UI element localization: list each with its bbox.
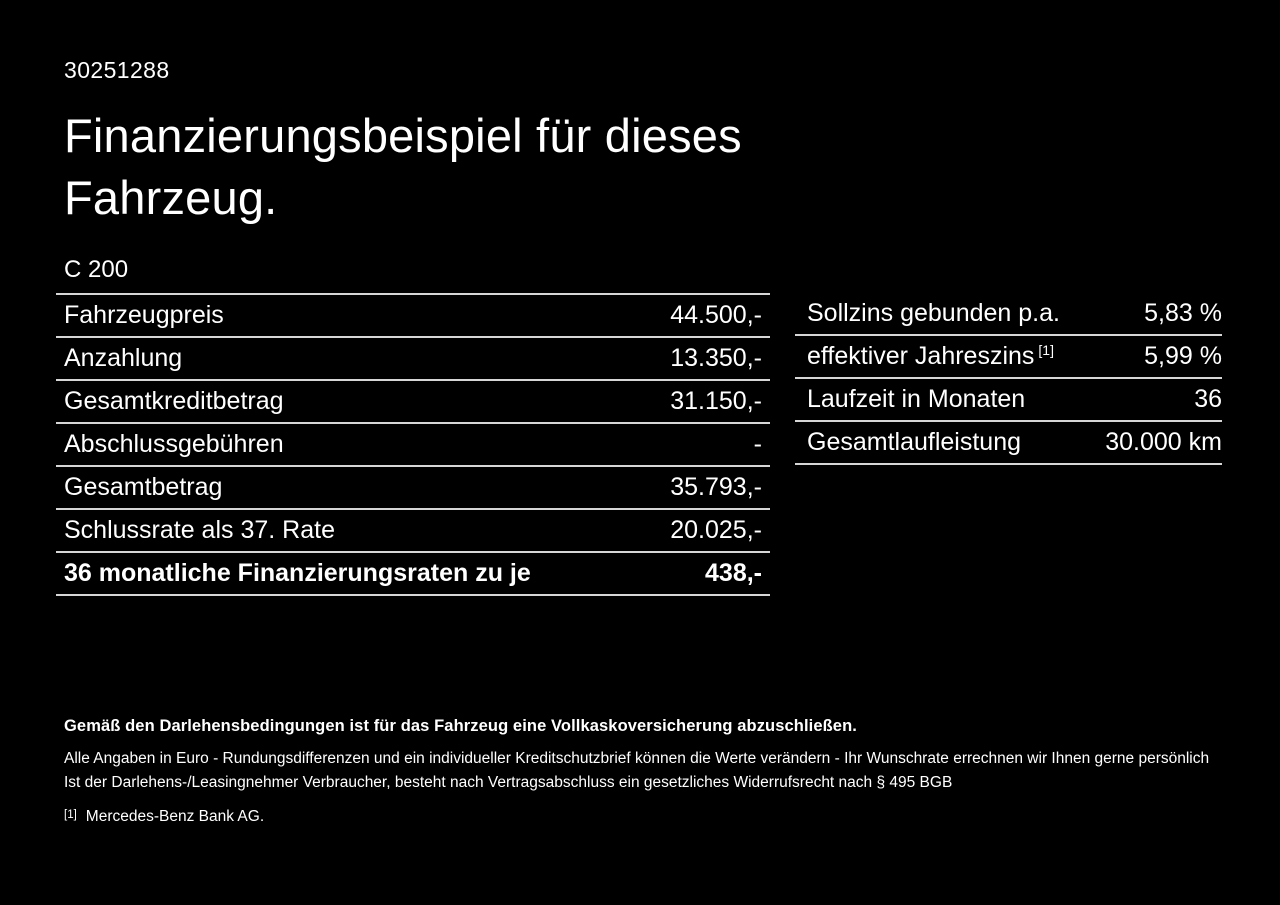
row-label: Anzahlung [64, 344, 183, 372]
row-value: 30.000 km [1105, 428, 1222, 456]
row-label: Schlussrate als 37. Rate [64, 516, 335, 544]
row-label: Fahrzeugpreis [64, 301, 224, 329]
row-value: 44.500,- [670, 301, 762, 329]
row-value: 36 [1194, 385, 1222, 413]
table-row [795, 336, 1222, 379]
row-label: Sollzins gebunden p.a. [807, 299, 1060, 327]
row-value: - [753, 430, 762, 458]
page-title: Finanzierungsbeispiel für dieses Fahrzeug. [64, 109, 742, 224]
row-value: 13.350,- [670, 344, 762, 372]
row-value: 31.150,- [670, 387, 762, 415]
row-label: Laufzeit in Monaten [807, 385, 1026, 413]
row-value: 438,- [705, 559, 762, 587]
table-row-monthly-rate [56, 551, 770, 594]
insurance-requirement-note: Gemäß den Darlehensbedingungen ist für das Fahrzeug eine Vollkaskoversicherung abzuschließen. [64, 717, 857, 735]
table-row [56, 508, 770, 551]
row-label: 36 monatliche Finanzierungsraten zu je [64, 559, 531, 587]
table-row [56, 422, 770, 465]
row-label: Abschlussgebühren [64, 430, 284, 458]
finance-example-page [0, 57, 1280, 905]
finance-conditions-table [795, 293, 1222, 465]
row-value: 5,99 % [1144, 342, 1222, 370]
finance-tables [56, 293, 1280, 596]
table-row [56, 293, 770, 336]
table-row [56, 379, 770, 422]
table-row [56, 336, 770, 379]
footnote-text: Mercedes-Benz Bank AG. [85, 808, 265, 825]
row-value: 20.025,- [670, 516, 762, 544]
row-value: 5,83 % [1144, 299, 1222, 327]
footnote-marker: [1] [64, 809, 77, 821]
offer-id: 30251288 [64, 57, 170, 83]
row-label: Gesamtkreditbetrag [64, 387, 284, 415]
row-label: Gesamtlaufleistung [807, 428, 1022, 456]
table-row [795, 422, 1222, 465]
disclaimer-line-2: Ist der Darlehens-/Leasingnehmer Verbraucher, besteht nach Vertragsabschluss ein gesetzliches Widerrufsrecht nach § 495 BGB [64, 773, 953, 791]
finance-amounts-table [56, 293, 770, 596]
footnote-marker: [1] [1038, 342, 1054, 358]
table-row [56, 465, 770, 508]
vehicle-model-label: C 200 [64, 256, 129, 283]
footnote-bank [64, 808, 1280, 826]
row-value: 35.793,- [670, 473, 762, 501]
table-row [795, 293, 1222, 336]
row-label: effektiver Jahreszins [1] [807, 342, 1054, 370]
disclaimer-line-1: Alle Angaben in Euro - Rundungsdifferenzen und ein individueller Kreditschutzbrief können die Werte verändern - Ihr Wunschrate errechnen wir Ihnen gerne persönlich [64, 750, 1210, 767]
table-row [795, 379, 1222, 422]
row-label: Gesamtbetrag [64, 473, 223, 501]
legal-footer [64, 717, 1280, 826]
